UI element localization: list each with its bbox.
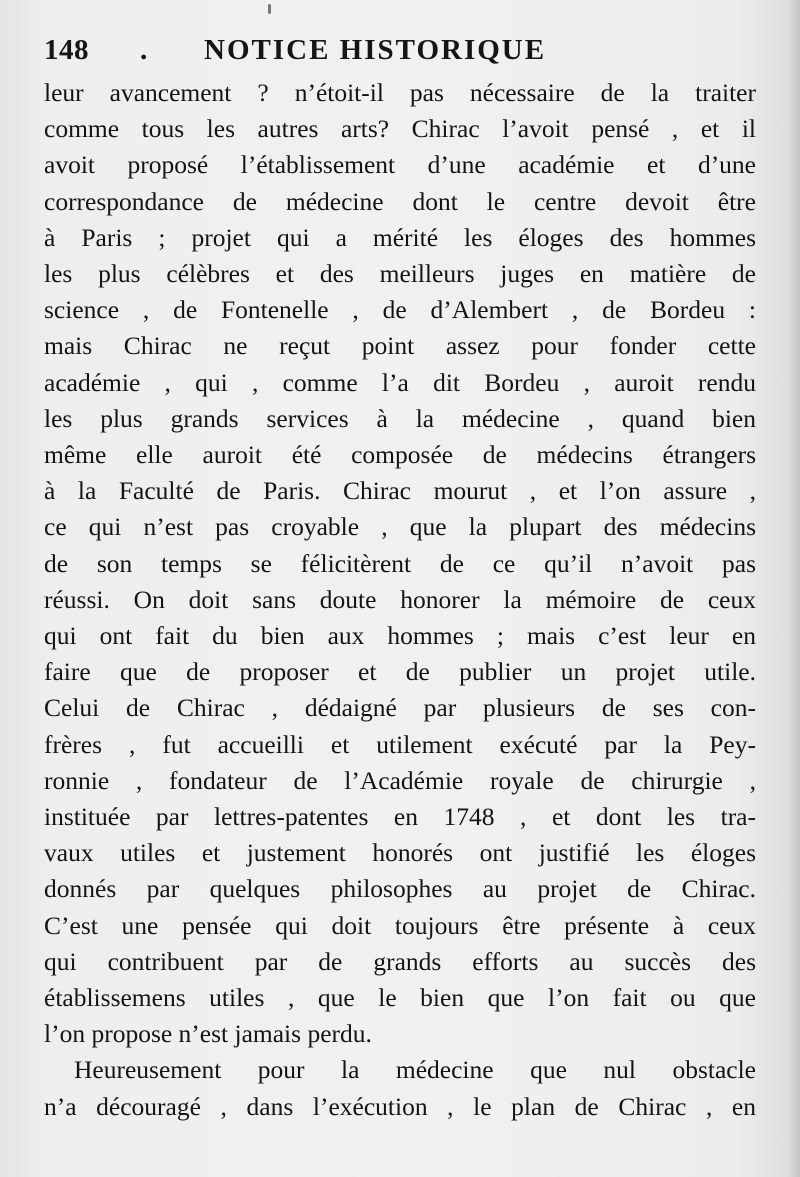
text-line: qui contribuent par de grands efforts au succès des [44, 946, 756, 976]
text-line: vaux utiles et justement honorés ont justifié les éloges [44, 838, 756, 868]
text-line: instituée par lettres-patentes en 1748 , et dont les tra- [44, 802, 756, 832]
text-line: science , de Fontenelle , de d’Alembert , de Bordeu : [44, 295, 756, 325]
text-line: faire que de proposer et de publier un projet utile. [44, 657, 756, 687]
page-number: 148 [44, 34, 89, 66]
text-line: leur avancement ? n’étoit-il pas nécessaire de la traiter [44, 78, 756, 107]
paragraph-end-line: l’on propose n’est jamais perdu. [44, 1019, 372, 1049]
text-line: à Paris ; projet qui a mérité les éloges des hommes [44, 222, 756, 252]
text-line: académie , qui , comme l’a dit Bordeu , auroit rendu [44, 367, 756, 397]
text-line: correspondance de médecine dont le centre devoit être [44, 186, 756, 216]
body-text [44, 75, 756, 1125]
text-line: les plus célèbres et des meilleurs juges en matière de [44, 259, 756, 289]
running-head: NOTICE HISTORIQUE [204, 34, 547, 66]
paragraph-start-line: Heureusement pour la médecine que nul obstacle [74, 1055, 756, 1085]
text-line: réussi. On doit sans doute honorer la mémoire de ceux [44, 584, 756, 614]
text-line: établissemens utiles , que le bien que l’on fait ou que [44, 983, 756, 1013]
text-line: ronnie , fondateur de l’Académie royale de chirurgie , [44, 765, 756, 795]
text-line: donnés par quelques philosophes au projet de Chirac. [44, 874, 756, 904]
text-line: frères , fut accueilli et utilement exécuté par la Pey- [44, 729, 756, 759]
text-line: mais Chirac ne reçut point assez pour fonder cette [44, 331, 756, 361]
page-edge-shadow [786, 0, 800, 1177]
text-line: même elle auroit été composée de médecins étrangers [44, 440, 756, 470]
text-line: qui ont fait du bien aux hommes ; mais c’est leur en [44, 621, 756, 651]
text-line: n’a découragé , dans l’exécution , le plan de Chirac , en [44, 1091, 756, 1121]
text-line: comme tous les autres arts? Chirac l’avoit pensé , et il [44, 114, 756, 144]
ink-speck [268, 4, 271, 14]
header-separator: . [140, 34, 148, 66]
text-line: ce qui n’est pas croyable , que la plupart des médecins [44, 512, 756, 542]
text-line: Celui de Chirac , dédaigné par plusieurs de ses con- [44, 693, 756, 723]
text-line: de son temps se félicitèrent de ce qu’il n’avoit pas [44, 548, 756, 578]
text-line: C’est une pensée qui doit toujours être présente à ceux [44, 910, 756, 940]
text-line: les plus grands services à la médecine , quand bien [44, 403, 756, 433]
page-header [44, 34, 760, 74]
text-line: à la Faculté de Paris. Chirac mourut , et l’on assure , [44, 476, 756, 506]
text-line: avoit proposé l’établissement d’une académie et d’une [44, 150, 756, 180]
